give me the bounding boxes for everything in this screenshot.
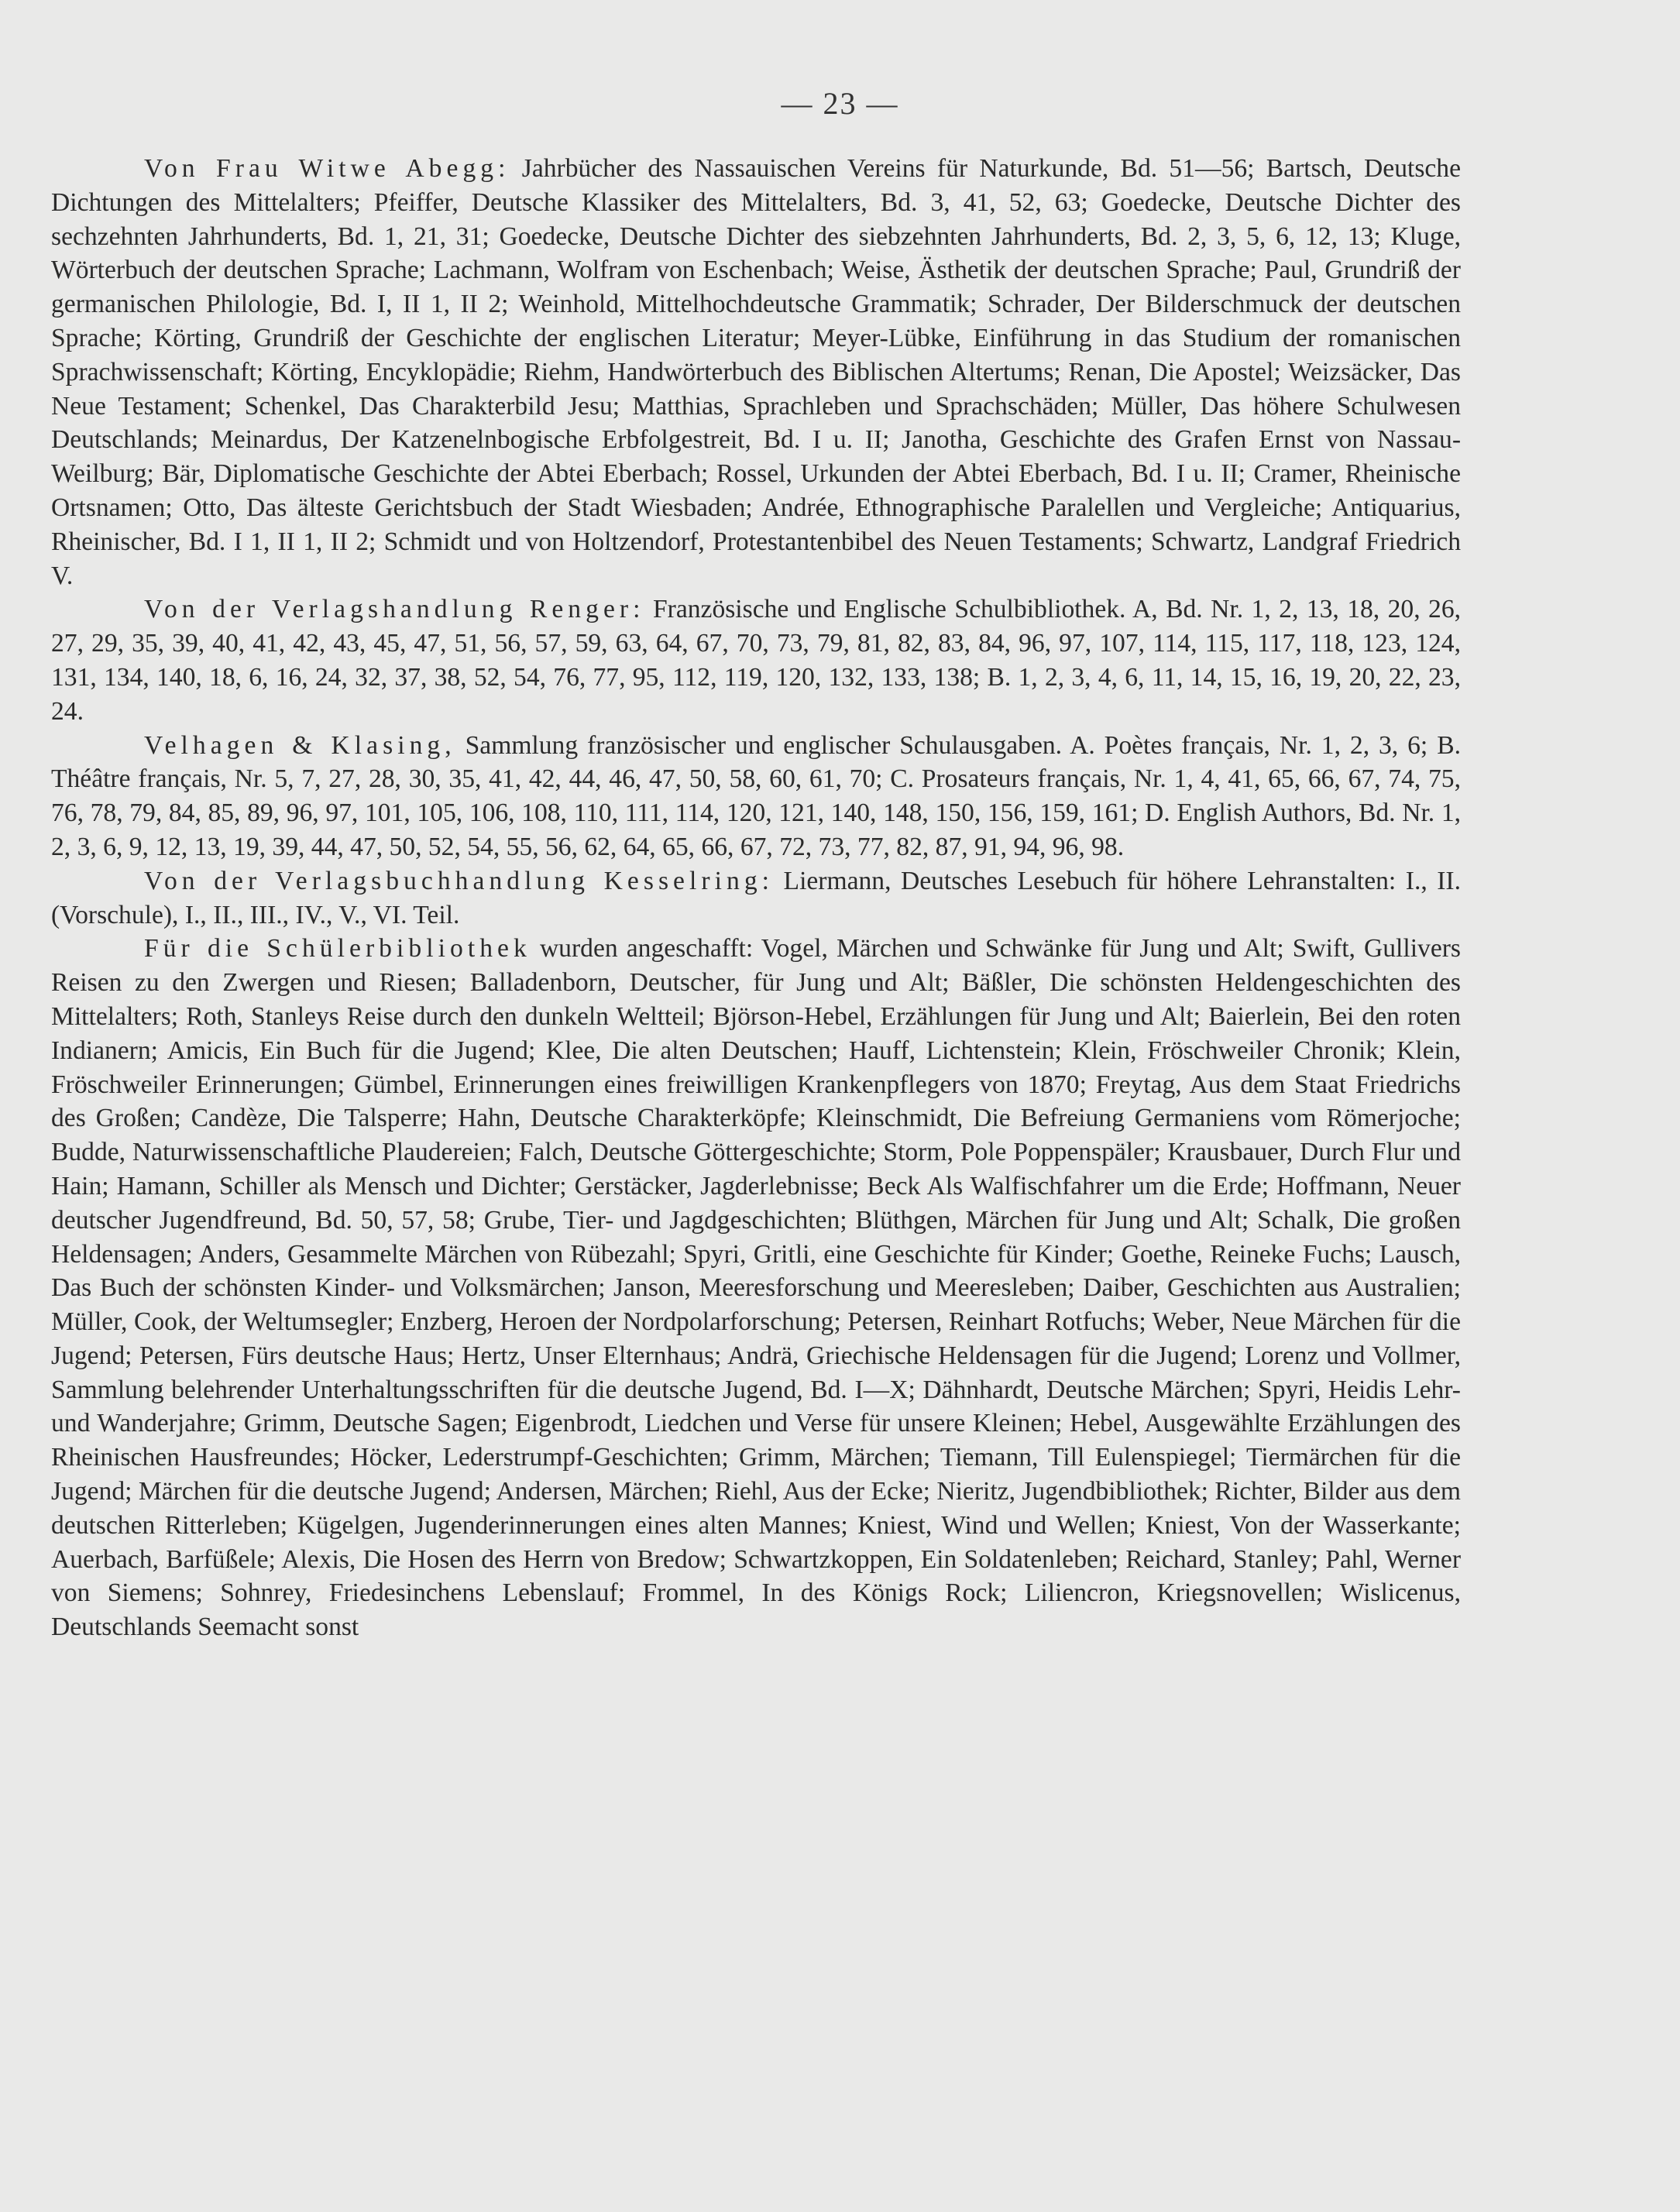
paragraph-text: Liermann, Deutsches Lesebuch für höhere Lehranstalten: I., II. (Vorschule), I., II., III., IV., V., VI. Teil.: [51, 866, 1461, 929]
paragraph-text: wurden angeschafft: Vogel, Märchen und Schwänke für Jung und Alt; Swift, Gullivers Reisen zu den Zwergen und Riesen; Balladenborn, Deutscher, für Jung und Alt; Bäßler, Die schönsten Heldengeschichten des Mittelalters; Roth, Stanleys Reise durch den dunkeln Weltteil; Björson-Hebel, Erzählungen für Jung und Alt; Baierlein, Bei den roten Indianern; Amicis, Ein Buch für die Jugend; Klee, Die alten Deutschen; Hauff, Lichtenstein; Klein, Fröschweiler Chronik; Klein, Fröschweiler Erinnerungen; Gümbel, Erinnerungen eines freiwilligen Krankenpflegers von 1870; Freytag, Aus dem Staat Friedrichs des Großen; Candèze, Die Talsperre; Hahn, Deutsche Charakterköpfe; Kleinschmidt, Die Befreiung Germaniens vom Römerjoche; Budde, Naturwissenschaftliche Plaudereien; Falch, Deutsche Göttergeschichte; Storm, Pole Poppenspäler; Krausbauer, Durch Flur und Hain; Hamann, Schiller als Mensch und Dichter; Gerstäcker, Jagderlebnisse; Beck Als Walfischfahrer um die Erde; Hoffmann, Neuer deutscher Jugendfreund, Bd. 50, 57, 58; Grube, Tier- und Jagdgeschichten; Blüthgen, Märchen für Jung und Alt; Schalk, Die großen Heldensagen; Anders, Gesammelte Märchen von Rübezahl; Spyri, Gritli, eine Geschichte für Kinder; Goethe, Reineke Fuchs; Lausch, Das Buch der schönsten Kinder- und Volksmärchen; Janson, Meeresforschung und Meeresleben; Daiber, Geschichten aus Australien; Müller, Cook, der Weltumsegler; Enzberg, Heroen der Nordpolarforschung; Petersen, Reinhart Rotfuchs; Weber, Neue Märchen für die Jugend; Petersen, Fürs deutsche Haus; Hertz, Unser Elternhaus; Andrä, Griechische Heldensagen für die Jugend; Lorenz und Vollmer, Sammlung belehrender Unterhaltungsschriften für die deutsche Jugend, Bd. I—X; Dähnhardt, Deutsche Märchen; Spyri, Heidis Lehr- und Wanderjahre; Grimm, Deutsche Sagen; Eigenbrodt, Liedchen und Verse für unsere Kleinen; Hebel, Ausgewählte Erzählungen des Rheinischen Hausfreundes; Höcker, Lederstrumpf-Geschichten; Grimm, Märchen; Tiemann, Till Eulenspiegel; Tiermärchen für die Jugend; Märchen für die deutsche Jugend; Andersen, Märchen; Riehl, Aus der Ecke; Nieritz, Jugendbibliothek; Richter, Bilder aus dem deutschen Ritterleben; Kügelgen, Jugenderinnerungen eines alten Mannes; Kniest, Wind und Wellen; Kniest, Von der Wasserkante; Auerbach, Barfüßele; Alexis, Die Hosen des Herrn von Bredow; Schwartzkoppen, Ein Soldatenleben; Reichard, Stanley; Pahl, Werner von Siemens; Sohnrey, Friedesinchens Lebenslauf; Frommel, In des Königs Rock; Liliencron, Kriegsnovellen; Wislicenus, Deutschlands Seemacht sonst: [51, 934, 1461, 1642]
paragraph-lead: Von der Verlagshandlung Renger:: [144, 595, 645, 624]
body-text: [51, 152, 1461, 1644]
paragraph-donation-kesselring: [51, 864, 1461, 933]
paragraph-lead: Velhagen & Klasing,: [144, 730, 456, 760]
page-number: — 23 —: [781, 86, 899, 121]
paragraph-lead: Für die Schülerbibliothek: [144, 934, 531, 963]
paragraph-text: Französische und Englische Schulbibliothek. A, Bd. Nr. 1, 2, 13, 18, 20, 26, 27, 29, 35, 39, 40, 41, 42, 43, 45, 47, 51, 56, 57, 59, 63, 64, 67, 70, 73, 79, 81, 82, 83, 84, 96, 97, 107, 114, 115, 117, 118, 123, 124, 131, 134, 140, 18, 6, 16, 24, 32, 37, 38, 52, 54, 76, 77, 95, 112, 119, 120, 132, 133, 138; B. 1, 2, 3, 4, 6, 11, 14, 15, 16, 19, 20, 22, 23, 24.: [51, 595, 1461, 726]
paragraph-lead: Von Frau Witwe Abegg:: [144, 154, 510, 183]
paragraph-text: Sammlung französischer und englischer Schulausgaben. A. Poètes français, Nr. 1, 2, 3, 6; B. Théâtre français, Nr. 5, 7, 27, 28, 30, 35, 41, 42, 44, 46, 47, 50, 58, 60, 61, 70; C. Prosateurs français, Nr. 1, 4, 41, 65, 66, 67, 74, 75, 76, 78, 79, 84, 85, 89, 96, 97, 101, 105, 106, 108, 110, 111, 114, 120, 121, 140, 148, 150, 156, 159, 161; D. English Authors, Bd. Nr. 1, 2, 3, 6, 9, 12, 13, 19, 39, 44, 47, 50, 52, 54, 55, 56, 62, 64, 65, 66, 67, 72, 73, 77, 82, 87, 91, 94, 96, 98.: [51, 730, 1461, 861]
paragraph-text: Jahrbücher des Nassauischen Vereins für Naturkunde, Bd. 51—56; Bartsch, Deutsche Dichtungen des Mittelalters; Pfeiffer, Deutsche Klassiker des Mittelalters, Bd. 3, 41, 52, 63; Goedecke, Deutsche Dichter des sechzehnten Jahrhunderts, Bd. 1, 21, 31; Goedecke, Deutsche Dichter des siebzehnten Jahrhunderts, Bd. 2, 3, 5, 6, 12, 13; Kluge, Wörterbuch der deutschen Sprache; Lachmann, Wolfram von Eschenbach; Weise, Ästhetik der deutschen Sprache; Paul, Grundriß der germanischen Philologie, Bd. I, II 1, II 2; Weinhold, Mittelhochdeutsche Grammatik; Schrader, Der Bilderschmuck der deutschen Sprache; Körting, Grundriß der Geschichte der englischen Literatur; Meyer-Lübke, Einführung in das Studium der romanischen Sprachwissenschaft; Körting, Encyklopädie; Riehm, Handwörterbuch des Biblischen Altertums; Renan, Die Apostel; Weizsäcker, Das Neue Testament; Schenkel, Das Charakterbild Jesu; Matthias, Sprachleben und Sprachschäden; Müller, Das höhere Schulwesen Deutschlands; Meinardus, Der Katzenelnbogische Erbfolgestreit, Bd. I u. II; Janotha, Geschichte des Grafen Ernst von Nassau-Weilburg; Bär, Diplomatische Geschichte der Abtei Eberbach; Rossel, Urkunden der Abtei Eberbach, Bd. I u. II; Cramer, Rheinische Ortsnamen; Otto, Das älteste Gerichtsbuch der Stadt Wiesbaden; Andrée, Ethnographische Paralellen und Vergleiche; Antiquarius, Rheinischer, Bd. I 1, II 1, II 2; Schmidt und von Holtzendorf, Protestantenbibel des Neuen Testaments; Schwartz, Landgraf Friedrich V.: [51, 154, 1461, 590]
paragraph-lead: Von der Verlagsbuchhandlung Kesselring:: [144, 866, 775, 895]
paragraph-donation-renger: [51, 592, 1461, 728]
paragraph-donation-velhagen: [51, 729, 1461, 864]
paragraph-donation-abegg: [51, 152, 1461, 592]
paragraph-student-library: [51, 932, 1461, 1644]
